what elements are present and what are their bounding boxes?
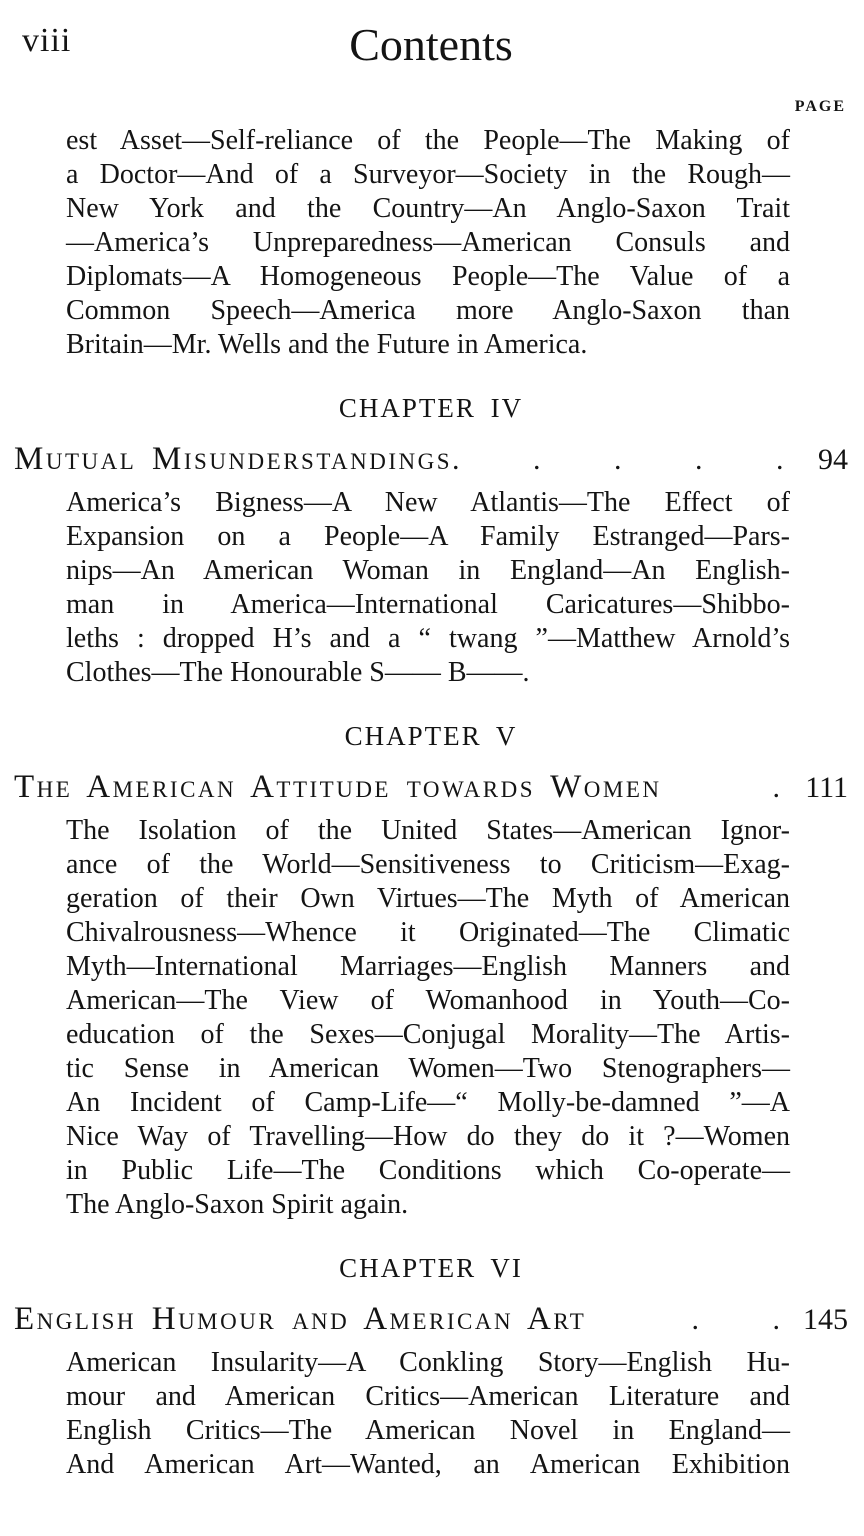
chapter-summary	[66, 486, 790, 690]
intro-chapter-summary	[66, 124, 790, 362]
entry-title: Mutual Misunderstandings	[14, 441, 453, 477]
summary-line: nips—An American Woman in England—An English-	[66, 555, 790, 586]
summary-line: America’s Bigness—A New Atlantis—The Effect of	[66, 487, 790, 518]
summary-line: New York and the Country—An Anglo-Saxon Trait	[66, 193, 790, 224]
page-folio: viii	[22, 22, 72, 59]
summary-line: in Public Life—The Conditions which Co-operate—	[66, 1155, 790, 1186]
entry-dot-leader: . .	[691, 1303, 780, 1336]
chapter-heading: CHAPTER IV	[338, 393, 524, 423]
summary-line: geration of their Own Virtues—The Myth of American	[66, 883, 790, 914]
toc-entry	[14, 769, 848, 806]
summary-line: —America’s Unpreparedness—American Consuls and	[66, 227, 790, 258]
summary-line: Chivalrousness—Whence it Originated—The Climatic	[66, 917, 790, 948]
summary-line: The Isolation of the United States—American Ignor-	[66, 815, 790, 846]
entry-dot-leader: .	[772, 771, 780, 804]
summary-line: Diplomats—A Homogeneous People—The Value of a	[66, 261, 790, 292]
summary-line: ance of the World—Sensitiveness to Criticism—Exag-	[66, 849, 790, 880]
entry-dot-leader: . . . . .	[452, 443, 784, 476]
summary-line: tic Sense in American Women—Two Stenographers—	[66, 1053, 790, 1084]
summary-line: a Doctor—And of a Surveyor—Society in the Rough—	[66, 159, 790, 190]
toc-entry	[14, 1301, 848, 1338]
chapter-summary	[66, 1346, 790, 1482]
page-column-label: PAGE	[794, 98, 846, 115]
page-title: Contents	[349, 19, 513, 70]
entry-page-number: 94	[818, 443, 848, 476]
toc-entry	[14, 441, 848, 478]
summary-line: And American Art—Wanted, an American Exhibition	[66, 1449, 790, 1480]
summary-line: Common Speech—America more Anglo-Saxon than	[66, 295, 790, 326]
chapter-heading: CHAPTER V	[344, 721, 518, 751]
summary-line: Nice Way of Travelling—How do they do it ?—Women	[66, 1121, 790, 1152]
chapter-heading: CHAPTER VI	[339, 1253, 523, 1283]
summary-line: mour and American Critics—American Literature and	[66, 1381, 790, 1412]
entry-page-number: 111	[805, 771, 848, 804]
summary-line: Myth—International Marriages—English Manners and	[66, 951, 790, 982]
chapter-summary	[66, 814, 790, 1222]
entry-page-number: 145	[803, 1303, 848, 1336]
summary-line: Britain—Mr. Wells and the Future in America.	[66, 329, 588, 360]
summary-line: man in America—International Caricatures—Shibbo-	[66, 589, 790, 620]
entry-title: The American Attitude towards Women	[14, 769, 662, 805]
entry-title: English Humour and American Art	[14, 1301, 587, 1337]
running-head	[14, 20, 848, 76]
summary-line: leths : dropped H’s and a “ twang ”—Matthew Arnold’s	[66, 623, 790, 654]
summary-line: American—The View of Womanhood in Youth—Co-	[66, 985, 790, 1016]
summary-line: Clothes—The Honourable S—— B——.	[66, 657, 530, 688]
summary-line: American Insularity—A Conkling Story—English Hu-	[66, 1347, 790, 1378]
summary-line: est Asset—Self-reliance of the People—The Making of	[66, 125, 790, 156]
summary-line: education of the Sexes—Conjugal Morality—The Artis-	[66, 1019, 790, 1050]
summary-line: English Critics—The American Novel in England—	[66, 1415, 790, 1446]
summary-line: An Incident of Camp-Life—“ Molly-be-damned ”—A	[66, 1087, 790, 1118]
summary-line: Expansion on a People—A Family Estranged—Pars-	[66, 521, 790, 552]
summary-line: The Anglo-Saxon Spirit again.	[66, 1189, 409, 1220]
